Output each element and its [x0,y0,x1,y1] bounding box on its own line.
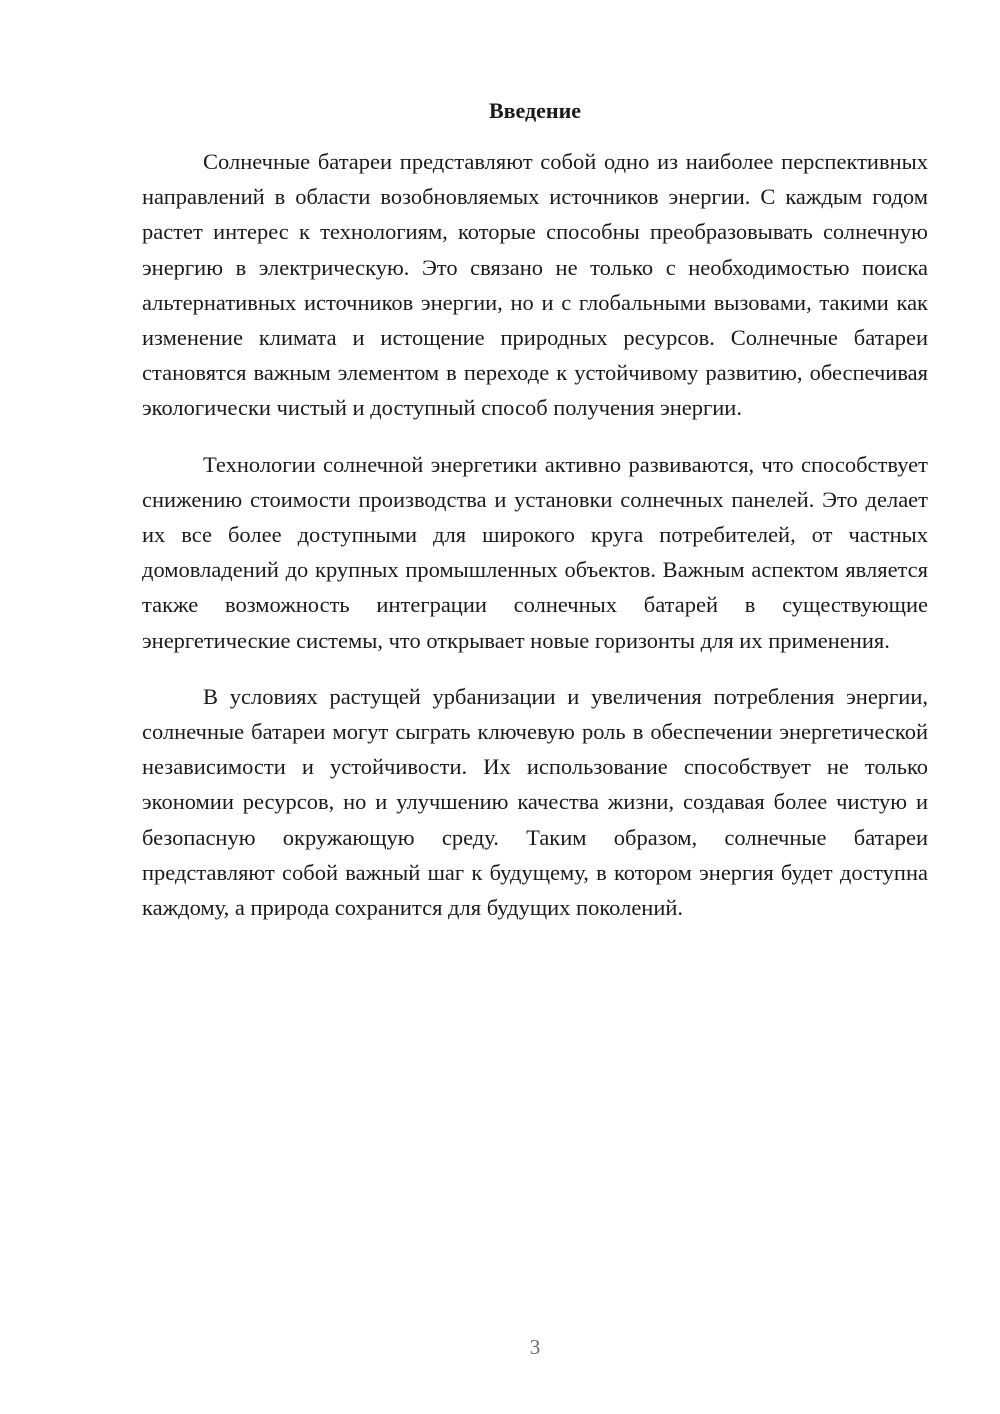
paragraph-1: Солнечные батареи представляют собой одно из наиболее перспективных направлений в области возобновляемых источников энергии. С каждым годом растет интерес к технологиям, которые способны преобразовывать солнечную энергию в электрическую. Это связано не только с необходимостью поиска альтернативных источников энергии, но и с глобальными вызовами, такими как изменение климата и истощение природных ресурсов. Солнечные батареи становятся важным элементом в переходе к устойчивому развитию, обеспечивая экологически чистый и доступный способ получения энергии. [142,149,928,421]
section-heading: Введение [488,98,582,123]
body-text [142,144,928,946]
paragraph-3: В условиях растущей урбанизации и увеличения потребления энергии, солнечные батареи могут сыграть ключевую роль в обеспечении энергетической независимости и устойчивости. Их использование способствует не только экономии ресурсов, но и улучшению качества жизни, создавая более чистую и безопасную окружающую среду. Таким образом, солнечные батареи представляют собой важный шаг к будущему, в котором энергия будет доступна каждому, а природа сохранится для будущих поколений. [142,683,928,921]
paragraph-2: Технологии солнечной энергетики активно развиваются, что способствует снижению стоимости производства и установки солнечных панелей. Это делает их все более доступными для широкого круга потребителей, от частных домовладений до крупных промышленных объектов. Важным аспектом является также возможность интеграции солнечных батарей в существующие энергетические системы, что открывает новые горизонты для их применения. [142,451,928,653]
page-number: 3 [529,1335,541,1359]
